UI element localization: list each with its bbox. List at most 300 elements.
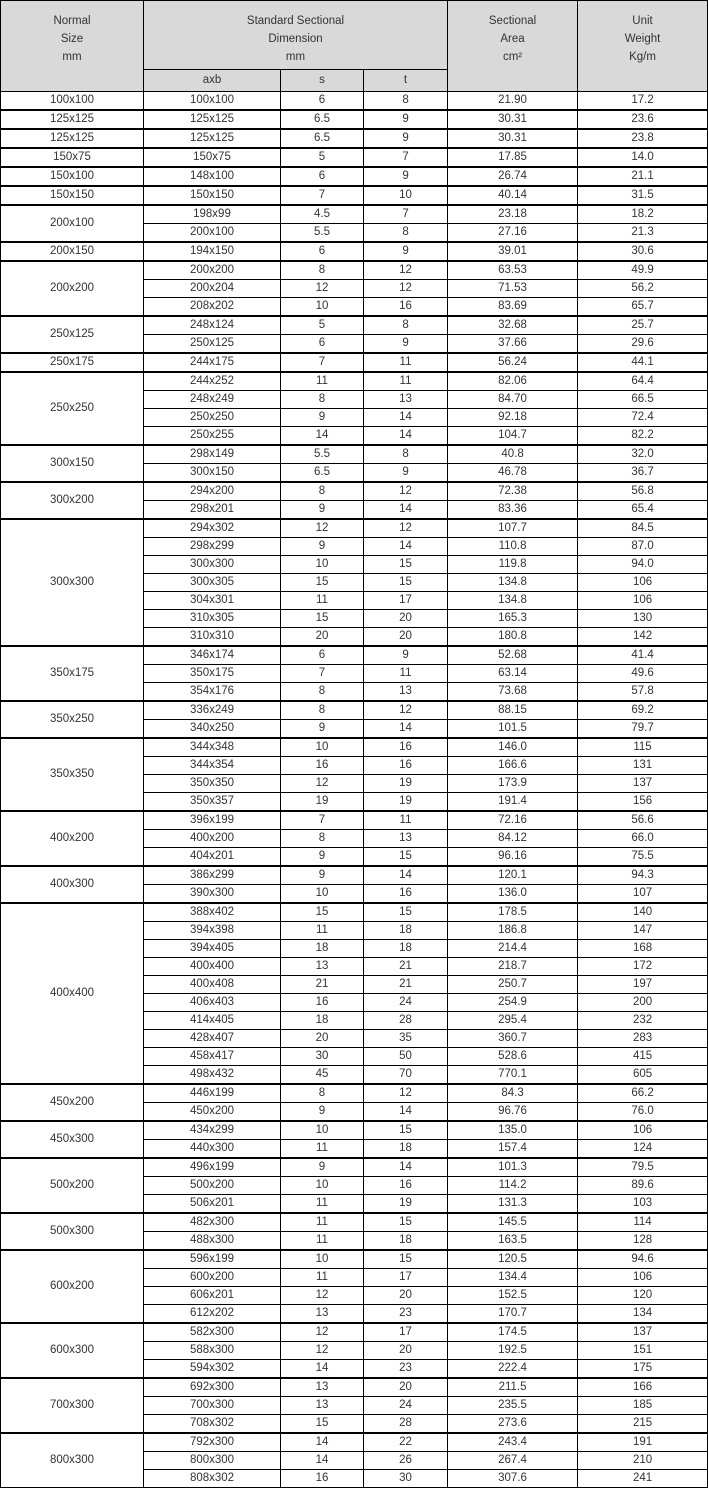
unit-weight-cell: 18.2 (578, 205, 708, 224)
flange-thickness-cell: 20 (364, 1378, 448, 1397)
table-row (1, 1084, 708, 1103)
sectional-area-cell: 152.5 (448, 1287, 578, 1305)
web-thickness-cell: 6.5 (281, 110, 364, 129)
flange-thickness-cell: 11 (364, 665, 448, 683)
section-dimension-cell: 394x398 (144, 922, 281, 940)
flange-thickness-cell: 16 (364, 298, 448, 317)
unit-weight-cell: 84.5 (578, 519, 708, 538)
web-thickness-cell: 5 (281, 148, 364, 167)
unit-weight-cell: 23.6 (578, 110, 708, 129)
unit-weight-cell: 49.9 (578, 261, 708, 280)
section-dimension-cell: 194x150 (144, 242, 281, 261)
sectional-area-cell: 267.4 (448, 1452, 578, 1470)
sectional-area-cell: 166.6 (448, 757, 578, 775)
flange-thickness-cell: 8 (364, 92, 448, 111)
section-dimension-cell: 346x174 (144, 646, 281, 665)
flange-thickness-cell: 18 (364, 940, 448, 958)
unit-weight-cell: 25.7 (578, 316, 708, 335)
flange-thickness-cell: 15 (364, 848, 448, 867)
table-row (1, 1433, 708, 1452)
header-standard-dimension-line2: Dimension (268, 33, 323, 45)
normal-size-cell: 400x200 (1, 811, 144, 866)
table-row (1, 92, 708, 111)
unit-weight-cell: 30.6 (578, 242, 708, 261)
unit-weight-cell: 197 (578, 976, 708, 994)
section-dimension-cell: 700x300 (144, 1397, 281, 1415)
table-row (1, 261, 708, 280)
header-unit-weight-line2: Weight (624, 33, 661, 45)
section-dimension-cell: 125x125 (144, 110, 281, 129)
sectional-area-cell: 92.18 (448, 409, 578, 427)
unit-weight-cell: 142 (578, 628, 708, 647)
sectional-area-cell: 101.3 (448, 1158, 578, 1177)
flange-thickness-cell: 7 (364, 148, 448, 167)
unit-weight-cell: 115 (578, 738, 708, 757)
flange-thickness-cell: 17 (364, 1269, 448, 1287)
unit-weight-cell: 56.2 (578, 280, 708, 298)
table-row (1, 1213, 708, 1232)
flange-thickness-cell: 24 (364, 994, 448, 1012)
table-header (1, 1, 708, 92)
flange-thickness-cell: 13 (364, 683, 448, 702)
unit-weight-cell: 232 (578, 1012, 708, 1030)
flange-thickness-cell: 9 (364, 335, 448, 354)
table-row (1, 445, 708, 464)
normal-size-cell: 500x200 (1, 1158, 144, 1213)
web-thickness-cell: 8 (281, 261, 364, 280)
web-thickness-cell: 12 (281, 1323, 364, 1342)
section-dimension-cell: 100x100 (144, 92, 281, 111)
unit-weight-cell: 140 (578, 903, 708, 922)
table-row (1, 205, 708, 224)
unit-weight-cell: 151 (578, 1342, 708, 1360)
table-row (1, 129, 708, 148)
flange-thickness-cell: 21 (364, 976, 448, 994)
normal-size-cell: 250x125 (1, 316, 144, 353)
normal-size-cell: 350x350 (1, 738, 144, 811)
flange-thickness-cell: 13 (364, 391, 448, 409)
sectional-area-cell: 295.4 (448, 1012, 578, 1030)
unit-weight-cell: 106 (578, 592, 708, 610)
normal-size-cell: 200x150 (1, 242, 144, 261)
header-standard-dimension-line3: mm (285, 51, 306, 63)
unit-weight-cell: 210 (578, 1452, 708, 1470)
unit-weight-cell: 114 (578, 1213, 708, 1232)
web-thickness-cell: 11 (281, 1232, 364, 1251)
web-thickness-cell: 12 (281, 1342, 364, 1360)
section-dimension-cell: 344x348 (144, 738, 281, 757)
sectional-area-cell: 273.6 (448, 1415, 578, 1434)
section-dimension-cell: 594x302 (144, 1360, 281, 1379)
flange-thickness-cell: 14 (364, 1158, 448, 1177)
sectional-area-cell: 83.36 (448, 501, 578, 520)
sectional-area-cell: 101.5 (448, 720, 578, 739)
flange-thickness-cell: 18 (364, 1140, 448, 1159)
flange-thickness-cell: 14 (364, 720, 448, 739)
flange-thickness-cell: 15 (364, 903, 448, 922)
table-row (1, 811, 708, 830)
web-thickness-cell: 8 (281, 1084, 364, 1103)
sectional-area-cell: 173.9 (448, 775, 578, 793)
unit-weight-cell: 76.0 (578, 1103, 708, 1122)
web-thickness-cell: 9 (281, 720, 364, 739)
sectional-area-cell: 165.3 (448, 610, 578, 628)
sectional-area-cell: 30.31 (448, 129, 578, 148)
unit-weight-cell: 36.7 (578, 464, 708, 483)
header-unit-weight (578, 1, 708, 92)
sectional-area-cell: 23.18 (448, 205, 578, 224)
section-dimension-cell: 350x350 (144, 775, 281, 793)
section-dimension-cell: 200x200 (144, 261, 281, 280)
flange-thickness-cell: 15 (364, 556, 448, 574)
web-thickness-cell: 15 (281, 610, 364, 628)
sectional-area-cell: 360.7 (448, 1030, 578, 1048)
unit-weight-cell: 415 (578, 1048, 708, 1066)
section-dimension-cell: 588x300 (144, 1342, 281, 1360)
normal-size-cell: 350x250 (1, 701, 144, 738)
table-row (1, 1378, 708, 1397)
flange-thickness-cell: 15 (364, 1213, 448, 1232)
sectional-area-cell: 84.3 (448, 1084, 578, 1103)
unit-weight-cell: 87.0 (578, 538, 708, 556)
unit-weight-cell: 130 (578, 610, 708, 628)
section-dimension-cell: 150x75 (144, 148, 281, 167)
web-thickness-cell: 11 (281, 1140, 364, 1159)
section-dimension-cell: 294x200 (144, 482, 281, 501)
section-dimension-cell: 808x302 (144, 1470, 281, 1488)
normal-size-cell: 800x300 (1, 1433, 144, 1488)
web-thickness-cell: 8 (281, 830, 364, 848)
sectional-area-cell: 104.7 (448, 427, 578, 446)
section-dimension-cell: 482x300 (144, 1213, 281, 1232)
web-thickness-cell: 7 (281, 811, 364, 830)
section-dimension-cell: 300x300 (144, 556, 281, 574)
sectional-area-cell: 52.68 (448, 646, 578, 665)
sectional-area-cell: 63.14 (448, 665, 578, 683)
normal-size-cell: 450x300 (1, 1121, 144, 1158)
section-dimension-cell: 336x249 (144, 701, 281, 720)
sectional-area-cell: 88.15 (448, 701, 578, 720)
section-dimension-cell: 300x305 (144, 574, 281, 592)
section-dimension-cell: 298x299 (144, 538, 281, 556)
web-thickness-cell: 5.5 (281, 224, 364, 243)
unit-weight-cell: 89.6 (578, 1177, 708, 1195)
sectional-area-cell: 30.31 (448, 110, 578, 129)
unit-weight-cell: 283 (578, 1030, 708, 1048)
unit-weight-cell: 94.0 (578, 556, 708, 574)
section-dimension-cell: 406x403 (144, 994, 281, 1012)
section-dimension-cell: 390x300 (144, 885, 281, 904)
unit-weight-cell: 215 (578, 1415, 708, 1434)
sectional-area-cell: 56.24 (448, 353, 578, 372)
flange-thickness-cell: 28 (364, 1012, 448, 1030)
table-row (1, 701, 708, 720)
sectional-area-cell: 146.0 (448, 738, 578, 757)
header-s: s (281, 70, 364, 92)
header-sectional-area-line3: cm² (502, 51, 523, 63)
web-thickness-cell: 9 (281, 409, 364, 427)
unit-weight-cell: 106 (578, 1269, 708, 1287)
section-dimension-cell: 708x302 (144, 1415, 281, 1434)
section-dimension-cell: 800x300 (144, 1452, 281, 1470)
flange-thickness-cell: 10 (364, 186, 448, 205)
section-dimension-cell: 298x149 (144, 445, 281, 464)
web-thickness-cell: 9 (281, 1103, 364, 1122)
flange-thickness-cell: 19 (364, 775, 448, 793)
flange-thickness-cell: 14 (364, 427, 448, 446)
unit-weight-cell: 166 (578, 1378, 708, 1397)
table-row (1, 1158, 708, 1177)
section-dimension-cell: 350x357 (144, 793, 281, 812)
sectional-area-cell: 83.69 (448, 298, 578, 317)
web-thickness-cell: 11 (281, 372, 364, 391)
section-dimension-cell: 388x402 (144, 903, 281, 922)
unit-weight-cell: 137 (578, 775, 708, 793)
flange-thickness-cell: 15 (364, 574, 448, 592)
unit-weight-cell: 56.6 (578, 811, 708, 830)
section-dimension-cell: 600x200 (144, 1269, 281, 1287)
unit-weight-cell: 172 (578, 958, 708, 976)
unit-weight-cell: 79.5 (578, 1158, 708, 1177)
unit-weight-cell: 69.2 (578, 701, 708, 720)
flange-thickness-cell: 20 (364, 610, 448, 628)
web-thickness-cell: 19 (281, 793, 364, 812)
table-row (1, 110, 708, 129)
unit-weight-cell: 168 (578, 940, 708, 958)
section-dimension-cell: 298x201 (144, 501, 281, 520)
web-thickness-cell: 11 (281, 1213, 364, 1232)
flange-thickness-cell: 70 (364, 1066, 448, 1085)
table-row (1, 186, 708, 205)
normal-size-cell: 200x100 (1, 205, 144, 242)
section-dimension-cell: 428x407 (144, 1030, 281, 1048)
web-thickness-cell: 10 (281, 738, 364, 757)
section-dimension-cell: 200x100 (144, 224, 281, 243)
unit-weight-cell: 41.4 (578, 646, 708, 665)
table-row (1, 866, 708, 885)
section-dimension-cell: 488x300 (144, 1232, 281, 1251)
normal-size-cell: 150x150 (1, 186, 144, 205)
header-t: t (364, 70, 448, 92)
sectional-area-cell: 40.8 (448, 445, 578, 464)
unit-weight-cell: 131 (578, 757, 708, 775)
unit-weight-cell: 32.0 (578, 445, 708, 464)
normal-size-cell: 500x300 (1, 1213, 144, 1250)
sectional-area-cell: 71.53 (448, 280, 578, 298)
sectional-area-cell: 73.68 (448, 683, 578, 702)
unit-weight-cell: 29.6 (578, 335, 708, 354)
sectional-area-cell: 26.74 (448, 167, 578, 186)
section-dimension-cell: 596x199 (144, 1250, 281, 1269)
web-thickness-cell: 6 (281, 335, 364, 354)
flange-thickness-cell: 20 (364, 1287, 448, 1305)
sectional-area-cell: 222.4 (448, 1360, 578, 1379)
section-dimension-cell: 354x176 (144, 683, 281, 702)
header-axb: axb (144, 70, 281, 92)
unit-weight-cell: 31.5 (578, 186, 708, 205)
normal-size-cell: 600x200 (1, 1250, 144, 1323)
sectional-area-cell: 157.4 (448, 1140, 578, 1159)
normal-size-cell: 300x150 (1, 445, 144, 482)
section-dimension-cell: 500x200 (144, 1177, 281, 1195)
flange-thickness-cell: 24 (364, 1397, 448, 1415)
unit-weight-cell: 134 (578, 1305, 708, 1324)
web-thickness-cell: 18 (281, 1012, 364, 1030)
sectional-area-cell: 46.78 (448, 464, 578, 483)
web-thickness-cell: 7 (281, 353, 364, 372)
flange-thickness-cell: 17 (364, 1323, 448, 1342)
section-dimension-cell: 340x250 (144, 720, 281, 739)
section-dimension-cell: 446x199 (144, 1084, 281, 1103)
sectional-area-cell: 211.5 (448, 1378, 578, 1397)
section-dimension-cell: 692x300 (144, 1378, 281, 1397)
web-thickness-cell: 12 (281, 1287, 364, 1305)
unit-weight-cell: 72.4 (578, 409, 708, 427)
unit-weight-cell: 79.7 (578, 720, 708, 739)
sectional-area-cell: 235.5 (448, 1397, 578, 1415)
unit-weight-cell: 191 (578, 1433, 708, 1452)
sectional-area-cell: 136.0 (448, 885, 578, 904)
section-dimension-cell: 208x202 (144, 298, 281, 317)
normal-size-cell: 400x300 (1, 866, 144, 903)
header-normal-size (1, 1, 144, 92)
normal-size-cell: 300x200 (1, 482, 144, 519)
unit-weight-cell: 103 (578, 1195, 708, 1214)
section-dimension-cell: 400x200 (144, 830, 281, 848)
section-dimension-cell: 344x354 (144, 757, 281, 775)
web-thickness-cell: 8 (281, 482, 364, 501)
unit-weight-cell: 21.1 (578, 167, 708, 186)
web-thickness-cell: 13 (281, 958, 364, 976)
flange-thickness-cell: 19 (364, 793, 448, 812)
section-dimension-cell: 496x199 (144, 1158, 281, 1177)
web-thickness-cell: 6 (281, 92, 364, 111)
web-thickness-cell: 4.5 (281, 205, 364, 224)
section-dimension-cell: 506x201 (144, 1195, 281, 1214)
web-thickness-cell: 10 (281, 556, 364, 574)
section-dimension-cell: 200x204 (144, 280, 281, 298)
web-thickness-cell: 10 (281, 298, 364, 317)
section-dimension-cell: 400x400 (144, 958, 281, 976)
web-thickness-cell: 15 (281, 574, 364, 592)
flange-thickness-cell: 9 (364, 464, 448, 483)
normal-size-cell: 250x250 (1, 372, 144, 445)
header-sectional-area (448, 1, 578, 92)
flange-thickness-cell: 12 (364, 261, 448, 280)
flange-thickness-cell: 12 (364, 701, 448, 720)
section-dimension-cell: 440x300 (144, 1140, 281, 1159)
sectional-area-cell: 37.66 (448, 335, 578, 354)
section-dimension-cell: 458x417 (144, 1048, 281, 1066)
normal-size-cell: 150x100 (1, 167, 144, 186)
header-unit-weight-line1: Unit (632, 15, 653, 27)
section-dimension-cell: 414x405 (144, 1012, 281, 1030)
flange-thickness-cell: 9 (364, 110, 448, 129)
normal-size-cell: 250x175 (1, 353, 144, 372)
web-thickness-cell: 6.5 (281, 464, 364, 483)
web-thickness-cell: 13 (281, 1378, 364, 1397)
table-row (1, 519, 708, 538)
section-dimension-cell: 310x305 (144, 610, 281, 628)
web-thickness-cell: 14 (281, 427, 364, 446)
section-dimension-cell: 250x125 (144, 335, 281, 354)
unit-weight-cell: 156 (578, 793, 708, 812)
unit-weight-cell: 605 (578, 1066, 708, 1085)
table-row (1, 242, 708, 261)
table-row (1, 903, 708, 922)
unit-weight-cell: 120 (578, 1287, 708, 1305)
unit-weight-cell: 82.2 (578, 427, 708, 446)
web-thickness-cell: 20 (281, 1030, 364, 1048)
web-thickness-cell: 13 (281, 1305, 364, 1324)
unit-weight-cell: 66.2 (578, 1084, 708, 1103)
normal-size-cell: 450x200 (1, 1084, 144, 1121)
table-body (1, 92, 708, 1488)
section-dimension-cell: 244x252 (144, 372, 281, 391)
unit-weight-cell: 64.4 (578, 372, 708, 391)
web-thickness-cell: 12 (281, 775, 364, 793)
web-thickness-cell: 8 (281, 683, 364, 702)
sectional-area-cell: 120.5 (448, 1250, 578, 1269)
section-dimension-cell: 792x300 (144, 1433, 281, 1452)
web-thickness-cell: 16 (281, 994, 364, 1012)
sectional-area-cell: 254.9 (448, 994, 578, 1012)
section-dimension-cell: 394x405 (144, 940, 281, 958)
section-dimension-cell: 250x250 (144, 409, 281, 427)
flange-thickness-cell: 16 (364, 757, 448, 775)
flange-thickness-cell: 14 (364, 409, 448, 427)
flange-thickness-cell: 20 (364, 628, 448, 647)
web-thickness-cell: 9 (281, 1158, 364, 1177)
unit-weight-cell: 49.6 (578, 665, 708, 683)
normal-size-cell: 600x300 (1, 1323, 144, 1378)
flange-thickness-cell: 9 (364, 129, 448, 148)
table-row (1, 738, 708, 757)
section-dimension-cell: 612x202 (144, 1305, 281, 1324)
table-row (1, 353, 708, 372)
section-dimension-cell: 125x125 (144, 129, 281, 148)
web-thickness-cell: 9 (281, 866, 364, 885)
normal-size-cell: 400x400 (1, 903, 144, 1084)
web-thickness-cell: 11 (281, 1195, 364, 1214)
sectional-area-cell: 134.8 (448, 574, 578, 592)
web-thickness-cell: 14 (281, 1360, 364, 1379)
sectional-area-cell: 134.8 (448, 592, 578, 610)
normal-size-cell: 125x125 (1, 110, 144, 129)
web-thickness-cell: 7 (281, 186, 364, 205)
sectional-area-cell: 114.2 (448, 1177, 578, 1195)
flange-thickness-cell: 15 (364, 1121, 448, 1140)
section-dimension-cell: 304x301 (144, 592, 281, 610)
web-thickness-cell: 14 (281, 1433, 364, 1452)
web-thickness-cell: 30 (281, 1048, 364, 1066)
sectional-area-cell: 27.16 (448, 224, 578, 243)
unit-weight-cell: 57.8 (578, 683, 708, 702)
sectional-area-cell: 39.01 (448, 242, 578, 261)
sectional-area-cell: 131.3 (448, 1195, 578, 1214)
flange-thickness-cell: 19 (364, 1195, 448, 1214)
section-dimension-cell: 150x150 (144, 186, 281, 205)
unit-weight-cell: 56.8 (578, 482, 708, 501)
flange-thickness-cell: 11 (364, 811, 448, 830)
web-thickness-cell: 5.5 (281, 445, 364, 464)
sectional-area-cell: 72.38 (448, 482, 578, 501)
web-thickness-cell: 9 (281, 538, 364, 556)
sectional-area-cell: 192.5 (448, 1342, 578, 1360)
header-standard-dimension-line1: Standard Sectional (246, 15, 345, 27)
web-thickness-cell: 16 (281, 1470, 364, 1488)
flange-thickness-cell: 8 (364, 445, 448, 464)
